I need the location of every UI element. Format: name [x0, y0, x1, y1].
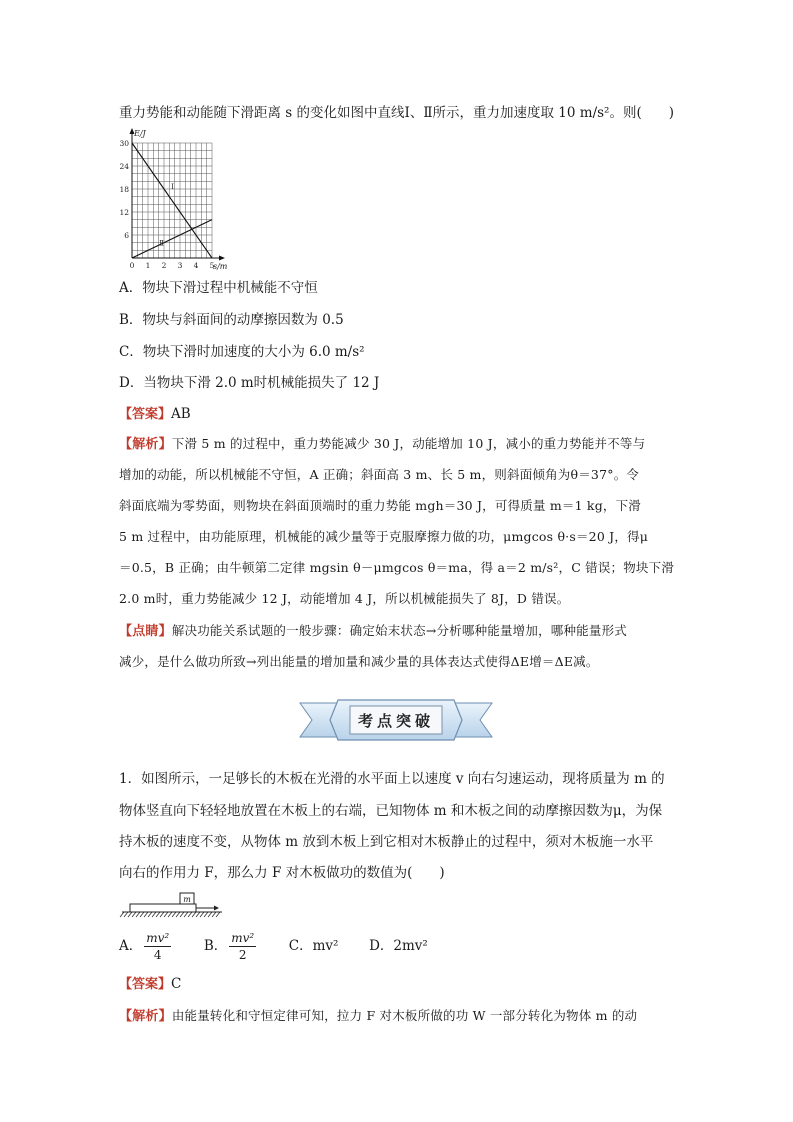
hatch-mark	[180, 912, 184, 917]
hatch-mark	[184, 912, 188, 917]
series-label-1: Ⅰ	[171, 183, 174, 191]
q2-answer-row	[119, 974, 181, 995]
analysis-line-4: 5 m 过程中，由功能原理，机械能的减少量等于克服摩擦力做的功，μmgcos θ·s＝20 J，得μ	[119, 529, 649, 544]
answer-value: AB	[171, 406, 191, 422]
q2-analysis-tag: 【解析】	[119, 1009, 172, 1024]
analysis-line-3: 斜面底端为零势面，则物块在斜面顶端时的重力势能 mgh＝30 J，可得质量 m＝1 kg，下滑	[119, 498, 641, 513]
q2-line-1: 1．如图所示，一足够长的木板在光滑的水平面上以速度 v 向右匀速运动，现将质量为 m 的	[119, 771, 665, 787]
hatch-mark	[204, 912, 208, 917]
hatch-mark	[120, 912, 124, 917]
hatch-mark	[216, 912, 220, 917]
hatch-mark	[128, 912, 132, 917]
tip-tag: 【点睛】	[119, 624, 172, 639]
hatch-mark	[164, 912, 168, 917]
analysis-line-2: 增加的动能，所以机械能不守恒，A 正确；斜面高 3 m、长 5 m，则斜面倾角为θ＝37°。令	[119, 467, 640, 482]
option-d: D．当物块下滑 2.0 m时机械能损失了 12 J	[119, 375, 380, 391]
y-tick-label: 12	[119, 208, 129, 217]
hatch-mark	[152, 912, 156, 917]
hatch-mark	[148, 912, 152, 917]
section-banner	[298, 697, 494, 743]
question-intro: 重力势能和动能随下滑距离 s 的变化如图中直线Ⅰ、Ⅱ所示，重力加速度取 10 m/s²。则( )	[119, 105, 675, 121]
x-tick-label: 5	[209, 261, 215, 270]
hatch-mark	[156, 912, 160, 917]
hatch-mark	[144, 912, 148, 917]
series-label-2: Ⅱ	[159, 239, 164, 248]
energy-distance-chart	[112, 126, 242, 276]
q2-line-4: 向右的作用力 F，那么力 F 对木板做功的数值为( )	[119, 865, 445, 881]
option-c: C．物块下滑时加速度的大小为 6.0 m/s²	[119, 344, 365, 360]
ground-hatch	[120, 912, 220, 917]
q2-analysis-line-1: 【解析】由能量转化和守恒定律可知，拉力 F 对木板所做的功 W 一部分转化为物体 m 的动	[119, 1008, 638, 1024]
series-line-1	[132, 143, 212, 258]
option-b: B．物块与斜面间的动摩擦因数为 0.5	[119, 312, 344, 328]
y-tick-label: 30	[119, 139, 129, 148]
answer-row	[119, 404, 191, 425]
option-a-fraction: $\frac{\text{mv²}}{4}$	[146, 931, 170, 962]
series-line-2	[132, 220, 212, 258]
analysis-line-1: 【解析】下滑 5 m 的过程中，重力势能减少 30 J，动能增加 10 J，减小的重力势能并不等与	[119, 436, 646, 452]
answer-tag: 【答案】	[119, 407, 172, 422]
option-b-fraction: $\frac{\text{mv²}}{2}$	[231, 931, 255, 962]
hatch-mark	[172, 912, 176, 917]
q2-line-2: 物体竖直向下轻轻地放置在木板上的右端，已知物体 m 和木板之间的动摩擦因数为μ，为保	[119, 803, 663, 819]
hatch-mark	[132, 912, 136, 917]
x-tick-label: 0	[129, 261, 135, 270]
hatch-mark	[160, 912, 164, 917]
hatch-mark	[200, 912, 204, 917]
q2-answer-tag: 【答案】	[119, 977, 172, 992]
x-tick-label: 2	[161, 261, 167, 270]
analysis-line-6: 2.0 m时，重力势能减少 12 J，动能增加 4 J，所以机械能损失了 8J，D 错误。	[119, 591, 570, 606]
tip-line-2: 减少，是什么做功所致→列出能量的增加量和减少量的具体表达式使得ΔE增＝ΔE减。	[119, 654, 599, 669]
q2-option-d: D．2mv²	[369, 938, 428, 954]
banner-text: 考点突破	[357, 712, 435, 730]
hatch-mark	[212, 912, 216, 917]
hatch-mark	[196, 912, 200, 917]
hatch-mark	[140, 912, 144, 917]
hatch-mark	[136, 912, 140, 917]
y-tick-label: 18	[119, 185, 129, 194]
board-figure	[118, 889, 228, 925]
hatch-mark	[124, 912, 128, 917]
chart-axes	[130, 128, 226, 261]
hatch-mark	[188, 912, 192, 917]
hatch-mark	[192, 912, 196, 917]
hatch-mark	[176, 912, 180, 917]
x-tick-label: 1	[145, 261, 151, 270]
y-tick-label: 24	[119, 162, 129, 171]
q2-option-c: C．mv²	[288, 938, 339, 954]
hatch-mark	[168, 912, 172, 917]
hatch-mark	[208, 912, 212, 917]
x-tick-label: 3	[177, 261, 183, 270]
analysis-line-5: ＝0.5，B 正确；由牛顿第二定律 mgsin θ－μmgcos θ＝ma，得 a＝2 m/s²，C 错误；物块下滑	[119, 560, 675, 575]
chart-series	[132, 143, 212, 258]
block-label: m	[183, 895, 191, 904]
analysis-tag: 【解析】	[119, 437, 172, 452]
option-a: A．物块下滑过程中机械能不守恒	[119, 280, 318, 296]
tip-line-1: 【点睛】解决功能关系试题的一般步骤：确定始末状态→分析哪种能量增加，哪种能量形式	[119, 623, 627, 639]
chart-xlabel: s/m	[213, 262, 228, 271]
x-axis-arrow	[219, 256, 225, 261]
q2-options: A． $\frac{\text{mv²}}{4}$ B． $\frac{\text{mv²}}{2}$ C．mv² D．2mv²	[119, 931, 428, 962]
q2-line-3: 持木板的速度不变，从物体 m 放到木板上到它相对木板静止的过程中，须对木板施一水平	[119, 834, 654, 850]
q2-answer-value: C	[171, 976, 182, 992]
y-tick-label: 6	[124, 231, 129, 240]
chart-ylabel: E/J	[134, 129, 146, 138]
x-tick-label: 4	[193, 261, 199, 270]
